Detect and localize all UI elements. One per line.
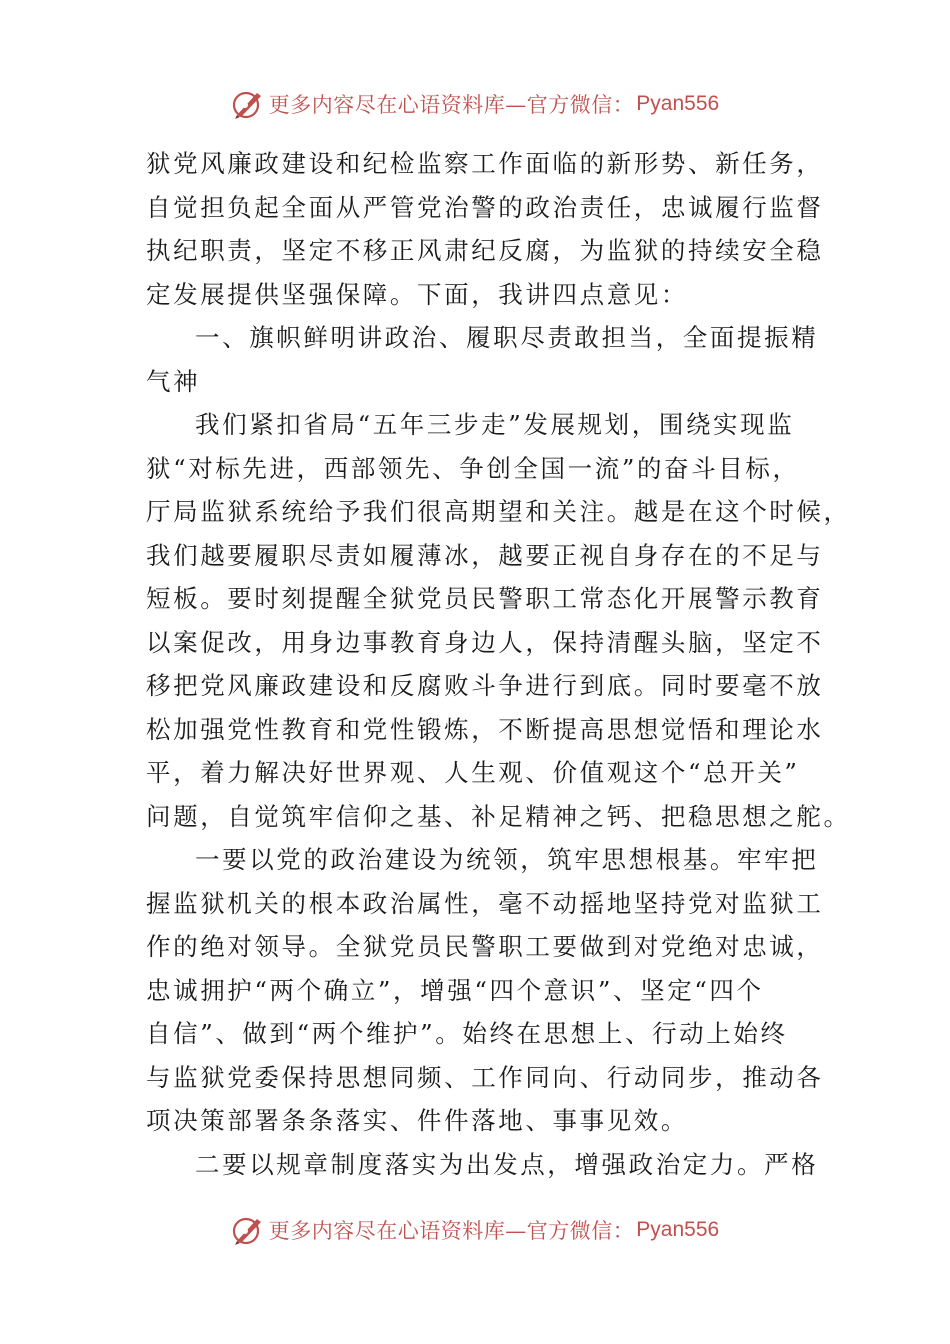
body-line: 松加强党性教育和党性锻炼，不断提高思想觉悟和理论水 (146, 714, 824, 744)
body-line: 问题，自觉筑牢信仰之基、补足精神之钙、把稳思想之舵。 (146, 801, 851, 831)
header-banner (0, 84, 950, 124)
body-line: 忠诚拥护“两个确立”，增强“四个意识”、坚定“四个 (146, 975, 764, 1005)
body-line: 厅局监狱系统给予我们很高期望和关注。越是在这个时候， (146, 497, 851, 526)
pen-logo-icon (231, 1213, 265, 1247)
body-line: 一要以党的政治建设为统领，筑牢思想根基。牢牢把 (195, 845, 819, 874)
section-heading-line: 一、旗帜鲜明讲政治、履职尽责敢担当，全面提振精 (195, 323, 819, 352)
document-body (146, 142, 851, 1186)
body-line: 移把党风廉政建设和反腐败斗争进行到底。同时要毫不放 (146, 671, 824, 700)
footer-wechat-id: Pyan556 (636, 1218, 720, 1241)
body-line: 作的绝对领导。全狱党员民警职工要做到对党绝对忠诚， (146, 932, 824, 961)
header-banner-text: 更多内容尽在心语资料库—官方微信： (268, 93, 635, 117)
header-wechat-id: Pyan556 (636, 92, 720, 115)
body-line: 狱党风廉政建设和纪检监察工作面临的新形势、新任务， (146, 149, 824, 178)
body-line: 狱“对标先进，西部领先、争创全国一流”的奋斗目标， (146, 453, 800, 483)
body-line: 项决策部署条条落实、件件落地、事事见效。 (146, 1106, 688, 1135)
pen-logo-icon (231, 87, 265, 121)
body-line: 握监狱机关的根本政治属性，毫不动摇地坚持党对监狱工 (146, 888, 824, 918)
footer-banner (0, 1210, 950, 1250)
body-line: 定发展提供坚强保障。下面，我讲四点意见： (146, 279, 688, 309)
body-line: 与监狱党委保持思想同频、工作同向、行动同步，推动各 (146, 1062, 824, 1092)
body-line: 自信”、做到“两个维护”。始终在思想上、行动上始终 (146, 1019, 788, 1048)
footer-banner-text: 更多内容尽在心语资料库—官方微信： (268, 1219, 635, 1243)
section-heading-line: 气神 (146, 366, 201, 396)
body-line: 以案促改，用身边事教育身边人，保持清醒头脑，坚定不 (146, 627, 824, 657)
body-line: 我们紧扣省局“五年三步走”发展规划，围绕实现监 (195, 410, 795, 439)
body-line: 自觉担负起全面从严管党治警的政治责任，忠诚履行监督 (146, 192, 824, 222)
body-line: 平，着力解决好世界观、人生观、价值观这个“总开关” (146, 758, 800, 787)
body-line: 短板。要时刻提醒全狱党员民警职工常态化开展警示教育 (146, 584, 824, 613)
body-line: 我们越要履职尽责如履薄冰，越要正视自身存在的不足与 (146, 540, 824, 570)
body-line: 二要以规章制度落实为出发点，增强政治定力。严格 (195, 1149, 819, 1179)
body-line: 执纪职责，坚定不移正风肃纪反腐，为监狱的持续安全稳 (146, 236, 824, 265)
